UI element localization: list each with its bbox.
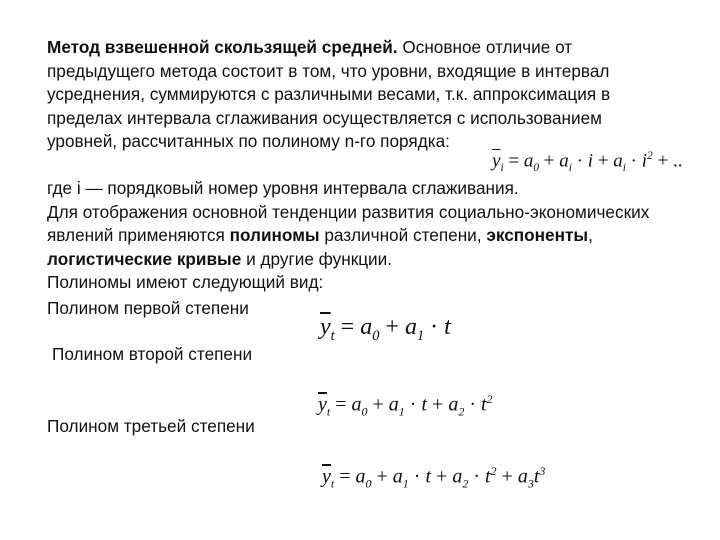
- polynomials-paragraph: [47, 177, 667, 295]
- formula-first-degree: $\overline{y}_t = a_0 + a_1 \cdot t$: [320, 314, 451, 344]
- logistic-curves-term: логистические кривые: [47, 248, 242, 269]
- polynomials-term: полиномы: [229, 225, 320, 245]
- method-title: Метод взвешенной скользящей средней.: [47, 37, 398, 57]
- intro-text: Основное отличие от предыдущего метода состоит в том, что уровни, входящие в интервал усреднения, суммируются с различными весами, т.к. аппроксимация в пределах интервала сглаживания осуществляется с использованием уровней, рассчитанных по полиному n-го порядка:: [47, 37, 611, 151]
- trend-functions-text: Для отображения основной тенденции развития социально-экономических явлений применяются полиномы различной степени, экспоненты, логистические кривые и другие функции.: [47, 201, 650, 269]
- formula-second-degree: $\overline{y}_t = a_0 + a_1 \cdot t + a_2 \cdot t^2$: [318, 392, 493, 419]
- formula-third-degree: $\overline{y}_t = a_0 + a_1 \cdot t + a_2 \cdot t^2 + a_3t^3$: [322, 464, 546, 491]
- index-note: где i — порядковый номер уровня интервала сглаживания.: [47, 178, 519, 198]
- label-second-degree: Полином второй степени: [52, 344, 253, 364]
- polynomials-form-intro: Полиномы имеют следующий вид:: [47, 272, 324, 292]
- intro-paragraph: [47, 36, 667, 154]
- general-formula: $\overline{y}_i = a_0 + a_i \cdot i + a_i \cdot i^2$ + ..: [492, 150, 683, 175]
- exponents-term: экспоненты: [486, 225, 589, 245]
- label-third-degree: Полином третьей степени: [47, 416, 255, 436]
- label-first-degree: Полином первой степени: [47, 298, 249, 318]
